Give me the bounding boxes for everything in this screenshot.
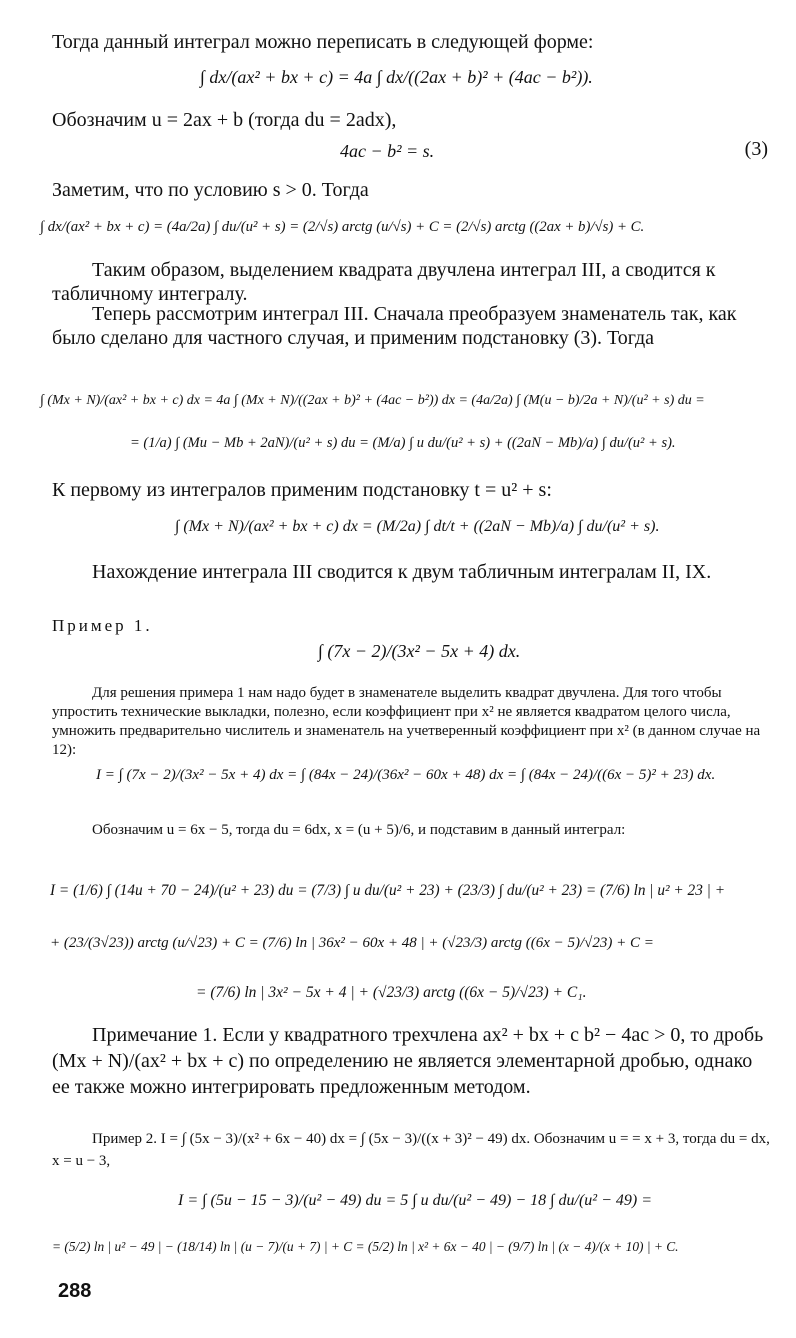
text-line: Тогда данный интеграл можно переписать в следующей форме: [52,31,594,53]
paragraph: Теперь рассмотрим интеграл III. Сначала преобразуем знаменатель так, как было сделано для частного случая, и применим подстановку (3). Тогда [52,303,737,349]
formula: ∫ (Mx + N)/(ax² + bx + c) dx = 4a ∫ (Mx + N)/((2ax + b)² + (4ac − b²)) dx = (4a/2a) ∫ (M(u − b)/2a + N)/(u² + s) du = [40,393,705,408]
equation-number: (3) [744,138,768,160]
formula: ∫ dx/(ax² + bx + c) = (4a/2a) ∫ du/(u² + s) = (2/√s) arctg (u/√s) + C = (2/√s) arctg ((2ax + b)/√s) + C. [40,219,645,235]
paragraph: Обозначим u = 6x − 5, тогда du = 6dx, x = (u + 5)/6, и подставим в данный интеграл: [92,822,626,838]
formula: = (5/2) ln | u² − 49 | − (18/14) ln | (u − 7)/(u + 7) | + C = (5/2) ln | x² + 6x − 40 | − (9/7) ln | (x − 4)/(x + 10) | + C. [52,1239,679,1254]
example-heading: Пример 1. [52,616,153,635]
formula: 4ac − b² = s. [340,141,435,161]
formula: = (7/6) ln | 3x² − 5x + 4 | + (√23/3) arctg ((6x − 5)/√23) + C₁. [196,984,587,1001]
formula: + (23/(3√23)) arctg (u/√23) + C = (7/6) ln | 36x² − 60x + 48 | + (√23/3) arctg ((6x − 5)/√23) + C = [50,935,654,951]
paragraph: Примечание 1. Если у квадратного трехчлена ax² + bx + c b² − 4ac > 0, то дробь (Mx + N)/(ax² + bx + c) по определению не является элементарной дробью, однако ее также можно интегрировать предложенным методом. [52,1024,764,1098]
formula: I = (1/6) ∫ (14u + 70 − 24)/(u² + 23) du = (7/3) ∫ u du/(u² + 23) + (23/3) ∫ du/(u² + 23) = (7/6) ln | u² + 23 | + [50,882,726,899]
formula: ∫ dx/(ax² + bx + c) = 4a ∫ dx/((2ax + b)² + (4ac − b²)). [200,67,593,87]
formula: ∫ (Mx + N)/(ax² + bx + c) dx = (M/2a) ∫ dt/t + ((2aN − Mb)/a) ∫ du/(u² + s). [175,518,660,535]
paragraph: Для решения примера 1 нам надо будет в знаменателе выделить квадрат двучлена. Для того чтобы упростить технические выкладки, полезно, если коэффициент при x² не является квадратом целого числа, умножить предварительно числитель и знаменатель на учетверенный коэффициент при x² (в данном случае на 12): [52,685,761,758]
formula: = (1/a) ∫ (Mu − Mb + 2aN)/(u² + s) du = (M/a) ∫ u du/(u² + s) + ((2aN − Mb)/a) ∫ du/(u² + s). [130,435,676,451]
text-line: Обозначим u = 2ax + b (тогда du = 2adx), [52,109,397,131]
text-line: Заметим, что по условию s > 0. Тогда [52,179,369,201]
page-number: 288 [58,1280,92,1302]
formula: I = ∫ (7x − 2)/(3x² − 5x + 4) dx = ∫ (84x − 24)/(36x² − 60x + 48) dx = ∫ (84x − 24)/((6x − 5)² + 23) dx. [96,767,716,783]
paragraph: Нахождение интеграла III сводится к двум табличным интегралам II, IX. [92,561,712,583]
formula: ∫ (7x − 2)/(3x² − 5x + 4) dx. [318,641,521,661]
paragraph: Таким образом, выделением квадрата двучлена интеграл III, а сводится к табличному интегралу. [52,259,716,305]
paragraph: Пример 2. I = ∫ (5x − 3)/(x² + 6x − 40) dx = ∫ (5x − 3)/((x + 3)² − 49) dx. Обозначим u = = x + 3, тогда du = dx, x = u − 3, [52,1131,770,1169]
formula: I = ∫ (5u − 15 − 3)/(u² − 49) du = 5 ∫ u du/(u² − 49) − 18 ∫ du/(u² − 49) = [178,1192,652,1209]
text-line: К первому из интегралов применим подстановку t = u² + s: [52,479,552,501]
